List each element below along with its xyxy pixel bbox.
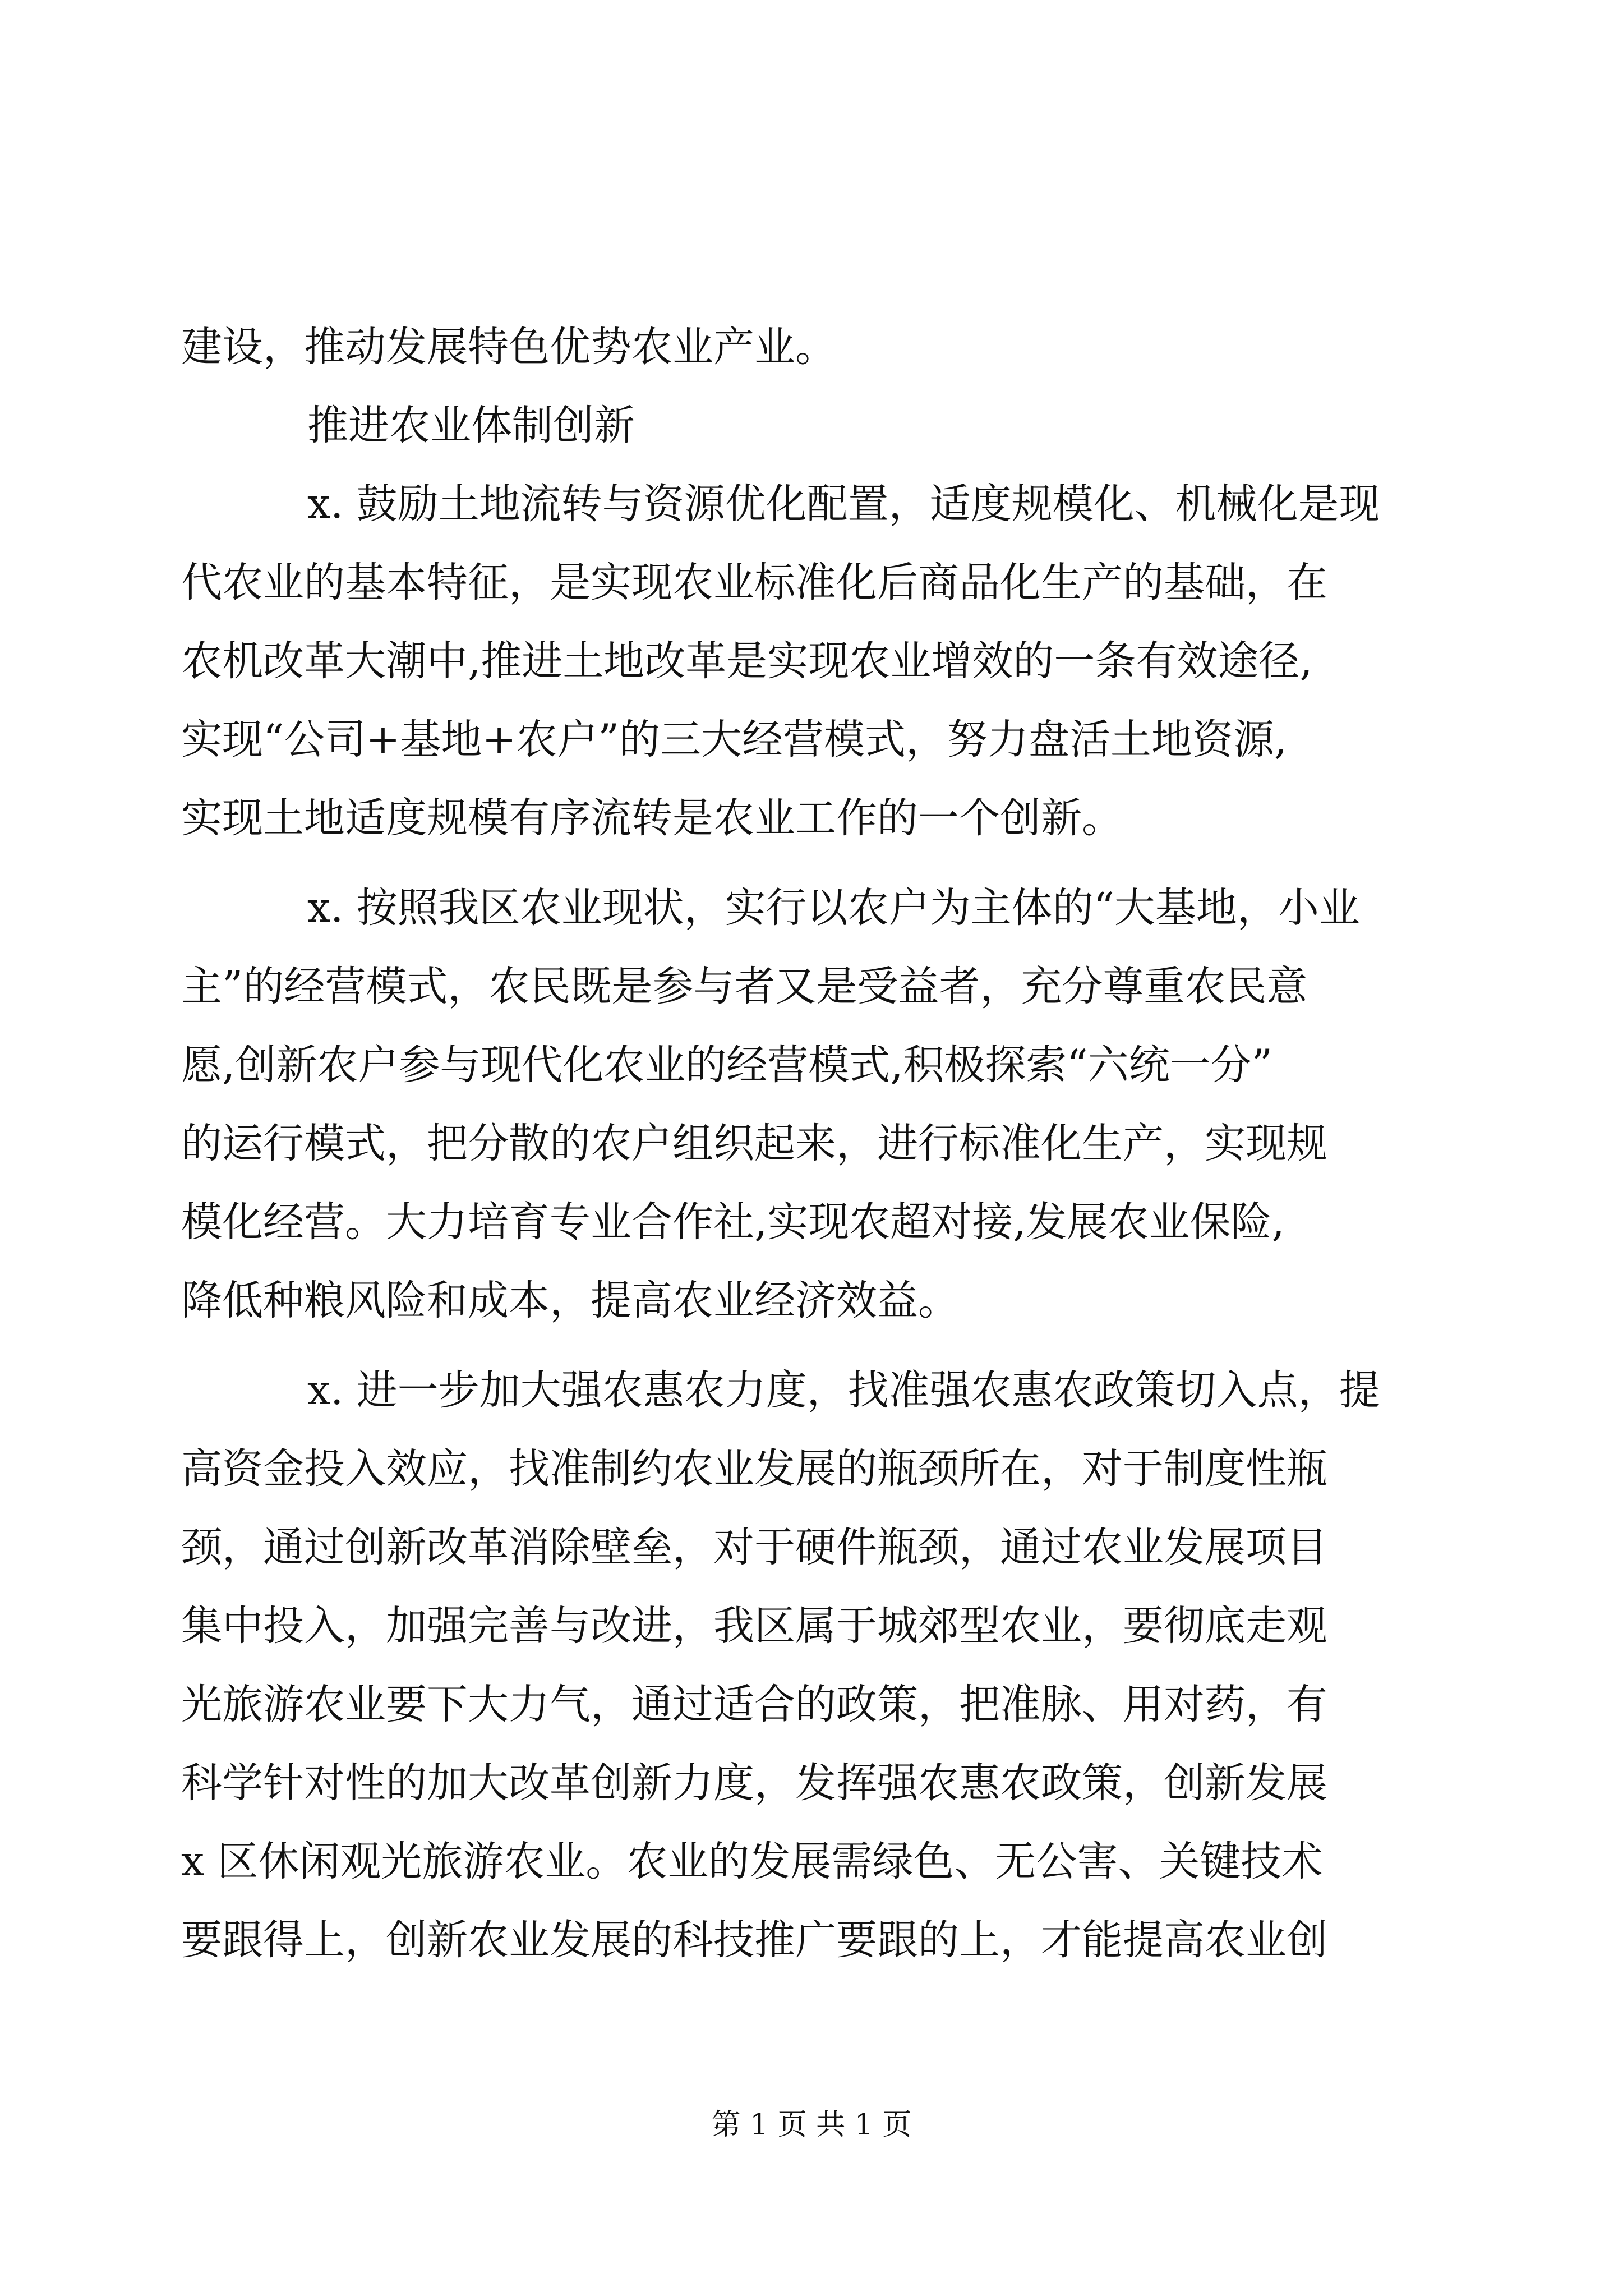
paragraph-line-18: 光旅游农业要下大力气，通过适合的政策，把准脉、用对药，有 <box>181 1681 1327 1728</box>
page-footer: 第 1 页 共 1 页 <box>711 2108 912 2142</box>
paragraph-line-20: x 区休闲观光旅游农业。农业的发展需绿色、无公害、关键技术 <box>181 1838 1323 1885</box>
paragraph-line-11: 的运行模式，把分散的农户组织起来，进行标准化生产，实现规 <box>181 1120 1327 1167</box>
paragraph-line-8: x. 按照我区农业现状，实行以农户为主体的“大基地，小业 <box>307 884 1360 932</box>
paragraph-line-4: 代农业的基本特征，是实现农业标准化后商品化生产的基础，在 <box>181 559 1327 606</box>
paragraph-line-13: 降低种粮风险和成本，提高农业经济效益。 <box>181 1277 959 1324</box>
paragraph-line-14: x. 进一步加大强农惠农力度，找准强农惠农政策切入点，提 <box>307 1366 1380 1414</box>
paragraph-line-21: 要跟得上，创新农业发展的科技推广要跟的上，才能提高农业创 <box>181 1916 1327 1964</box>
section-heading: 推进农业体制创新 <box>307 402 635 449</box>
paragraph-line-19: 科学针对性的加大改革创新力度，发挥强农惠农政策，创新发展 <box>181 1759 1327 1807</box>
paragraph-line-3: x. 鼓励土地流转与资源优化配置，适度规模化、机械化是现 <box>307 480 1380 528</box>
paragraph-line-16: 颈，通过创新改革消除壁垒，对于硬件瓶颈，通过农业发展项目 <box>181 1524 1327 1571</box>
paragraph-line-10: 愿,创新农户参与现代化农业的经营模式,积极探索“六统一分” <box>181 1041 1273 1089</box>
paragraph-line-1: 建设，推动发展特色优势农业产业。 <box>181 323 836 371</box>
paragraph-line-12: 模化经营。大力培育专业合作社,实现农超对接,发展农业保险, <box>181 1198 1285 1246</box>
paragraph-line-17: 集中投入，加强完善与改进，我区属于城郊型农业，要彻底走观 <box>181 1602 1327 1650</box>
paragraph-line-7: 实现土地适度规模有序流转是农业工作的一个创新。 <box>181 794 1123 842</box>
paragraph-line-6: 实现“公司+基地+农户”的三大经营模式，努力盘活土地资源, <box>181 716 1288 763</box>
paragraph-line-9: 主”的经营模式，农民既是参与者又是受益者，充分尊重农民意 <box>181 963 1308 1010</box>
paragraph-line-15: 高资金投入效应，找准制约农业发展的瓶颈所在，对于制度性瓶 <box>181 1445 1327 1493</box>
paragraph-line-5: 农机改革大潮中,推进土地改革是实现农业增效的一条有效途径, <box>181 637 1313 685</box>
